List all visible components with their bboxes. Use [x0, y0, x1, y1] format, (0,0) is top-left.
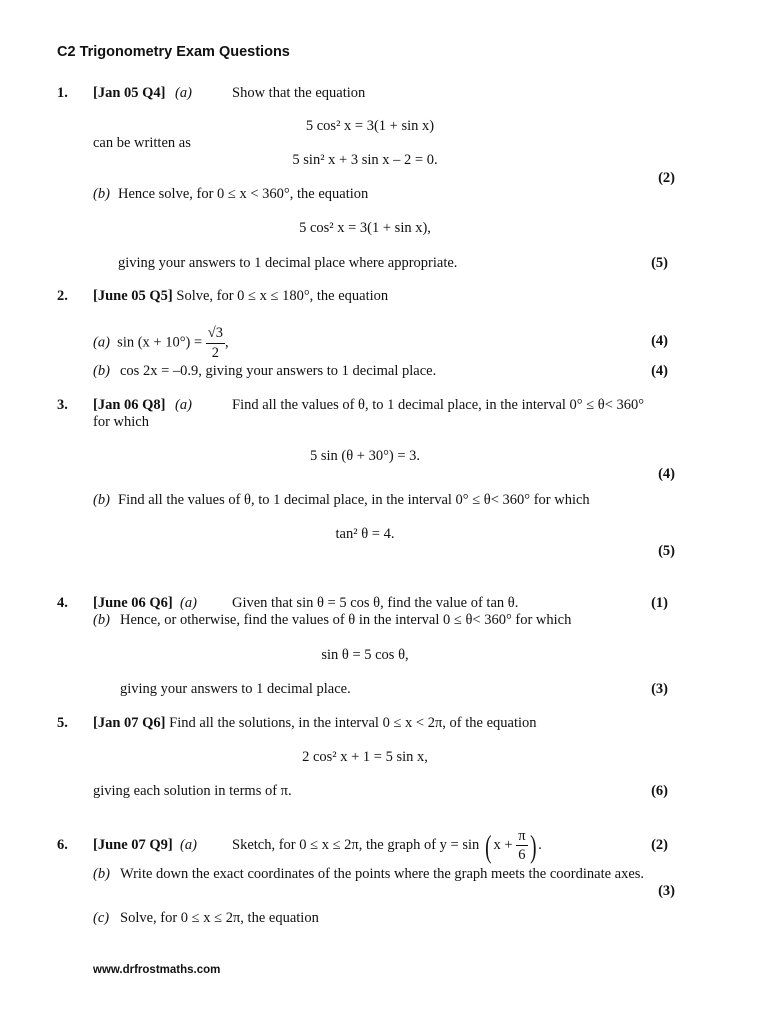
- q4-a-text: Given that sin θ = 5 cos θ, find the value of tan θ.: [232, 595, 519, 611]
- q6-c-label: (c): [93, 910, 110, 926]
- q1-b-label: (b): [93, 186, 110, 202]
- q6-fraction: $\frac{\pi}{6}$: [518, 827, 526, 864]
- q1-written-as: can be written as: [93, 135, 191, 151]
- q2-fraction: $\frac{√3}{2}$: [207, 325, 223, 361]
- q2-header: [June 05 Q5] Solve, for 0 ≤ x ≤ 180°, the equation: [93, 288, 389, 304]
- q1-giving: giving your answers to 1 decimal place where appropriate.: [118, 255, 458, 271]
- q1-a-label: (a): [175, 85, 192, 101]
- q4-mark-b: (3): [651, 681, 668, 697]
- q6-number: 6.: [57, 837, 68, 853]
- q6-c-text: Solve, for 0 ≤ x ≤ 2π, the equation: [120, 910, 319, 926]
- q1-equation-1: 5 cos² x = 3(1 + sin x): [305, 118, 435, 134]
- q3-mark-a: (4): [658, 466, 675, 482]
- q4-b-text: Hence, or otherwise, find the values of θ in the interval 0 ≤ θ< 360° for which: [120, 612, 572, 628]
- q2-b-label: (b): [93, 363, 110, 379]
- q4-giving: giving your answers to 1 decimal place.: [120, 681, 351, 697]
- q2-b-text: cos 2x = –0.9, giving your answers to 1 decimal place.: [120, 363, 437, 379]
- q1-a-text: Show that the equation: [232, 85, 366, 101]
- q6-mark-b: (3): [658, 883, 675, 899]
- q3-a-text: Find all the values of θ, to 1 decimal place, in the interval 0° ≤ θ< 360°: [232, 397, 645, 413]
- q4-equation-1: sin θ = 5 cos θ,: [321, 647, 409, 663]
- q2-number: 2.: [57, 288, 68, 304]
- q1-equation-2: 5 sin² x + 3 sin x – 2 = 0.: [292, 152, 438, 168]
- q2-mark-a: (4): [651, 333, 668, 349]
- q6-b-text: Write down the exact coordinates of the points where the graph meets the coordinate axes.: [120, 866, 645, 882]
- q5-mark: (6): [651, 783, 668, 799]
- q2-part-a: (a) sin (x + 10°) = $\frac{√3}{2}$ ,: [93, 325, 229, 361]
- q3-b-text: Find all the values of θ, to 1 decimal place, in the interval 0° ≤ θ< 360° for which: [118, 492, 590, 508]
- q3-equation-1: 5 sin (θ + 30°) = 3.: [309, 448, 421, 464]
- q3-ref: [Jan 06 Q8]: [93, 397, 166, 413]
- q4-b-label: (b): [93, 612, 110, 628]
- q6-ref: [June 07 Q9]: [93, 837, 173, 853]
- q3-number: 3.: [57, 397, 68, 413]
- q3-a-cont: for which: [93, 414, 149, 430]
- q1-mark-b: (5): [651, 255, 668, 271]
- q3-a-label: (a): [175, 397, 192, 413]
- footer-url[interactable]: www.drfrostmaths.com: [93, 964, 221, 976]
- q5-header: [Jan 07 Q6] Find all the solutions, in the interval 0 ≤ x < 2π, of the equation: [93, 715, 537, 731]
- q1-number: 1.: [57, 85, 68, 101]
- q4-ref: [June 06 Q6]: [93, 595, 173, 611]
- q3-b-label: (b): [93, 492, 110, 508]
- q1-ref: [Jan 05 Q4]: [93, 85, 166, 101]
- q6-mark-a: (2): [651, 837, 668, 853]
- q6-a-text: Sketch, for 0 ≤ x ≤ 2π, the graph of y = sin ( x + $\frac{\pi}{6}$ ) .: [232, 827, 542, 864]
- q6-b-label: (b): [93, 866, 110, 882]
- q5-giving: giving each solution in terms of π.: [93, 783, 292, 799]
- q4-a-label: (a): [180, 595, 197, 611]
- q6-a-label: (a): [180, 837, 197, 853]
- page-title: C2 Trigonometry Exam Questions: [57, 44, 290, 60]
- q1-b-text: Hence solve, for 0 ≤ x < 360°, the equation: [118, 186, 369, 202]
- q6-right-paren: ): [529, 827, 537, 864]
- q1-equation-3: 5 cos² x = 3(1 + sin x),: [299, 220, 431, 236]
- q4-mark-a: (1): [651, 595, 668, 611]
- q1-mark-a: (2): [658, 170, 675, 186]
- q6-left-paren: (: [485, 827, 492, 864]
- q3-mark-b: (5): [658, 543, 675, 559]
- q4-number: 4.: [57, 595, 68, 611]
- q5-number: 5.: [57, 715, 68, 731]
- q2-mark-b: (4): [651, 363, 668, 379]
- q3-equation-2: tan² θ = 4.: [335, 526, 395, 542]
- q5-equation-1: 2 cos² x + 1 = 5 sin x,: [302, 749, 428, 765]
